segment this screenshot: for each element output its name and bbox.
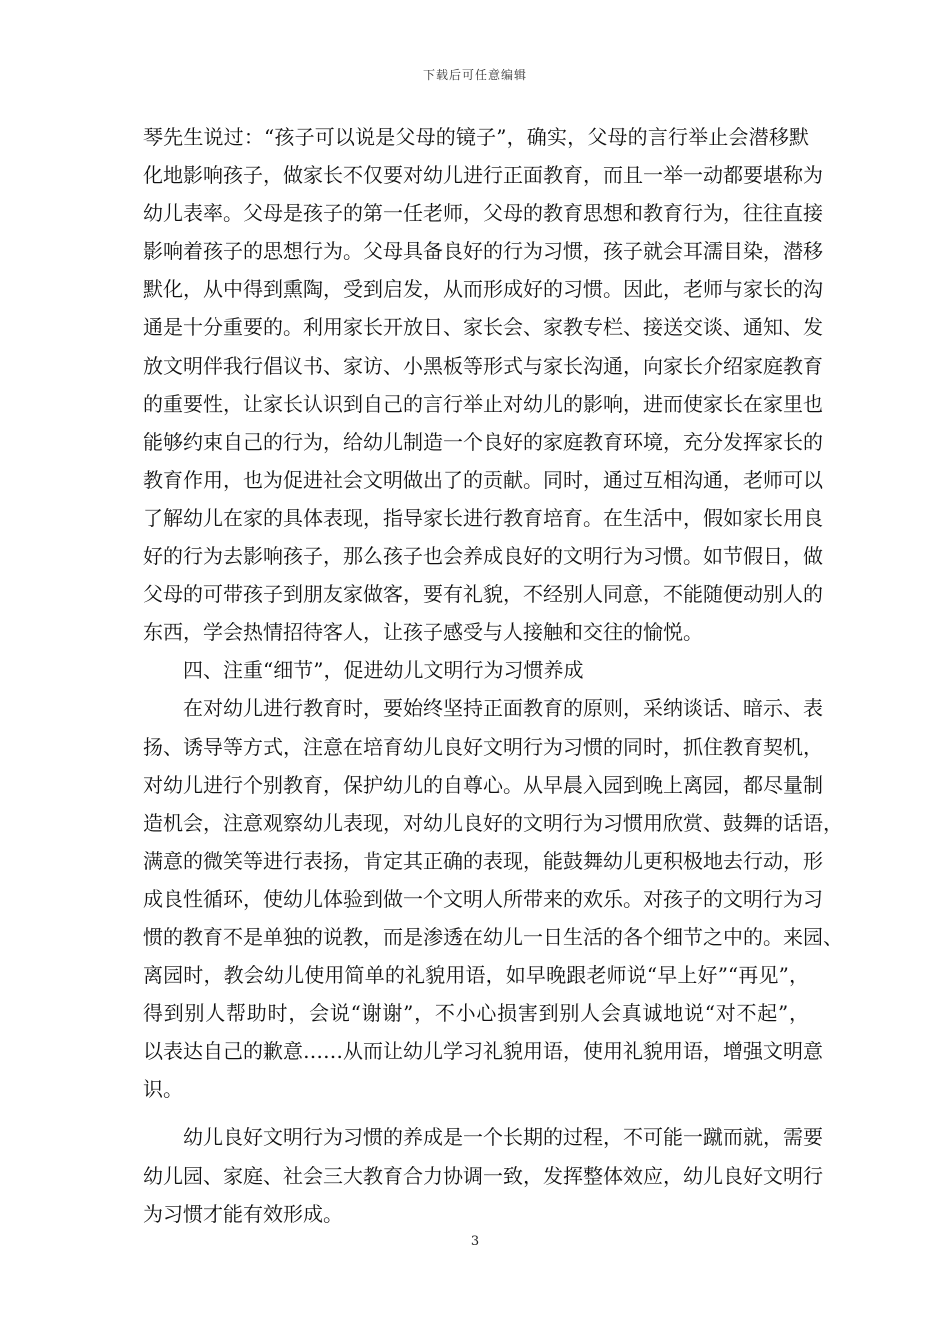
text-line: 教育作用，也为促进社会文明做出了的贡献。同时，通过互相沟通，老师可以 xyxy=(143,467,823,492)
text-line: 放文明伴我行倡议书、家访、小黑板等形式与家长沟通，向家长介绍家庭教育 xyxy=(143,353,823,378)
text-line: 得到别人帮助时，会说“谢谢”，不小心损害到别人会真诚地说“对不起”， xyxy=(143,1001,809,1026)
text-line: 化地影响孩子，做家长不仅要对幼儿进行正面教育，而且一举一动都要堪称为 xyxy=(143,163,823,188)
paragraph-gap xyxy=(143,1108,809,1118)
page-number: 3 xyxy=(470,1234,480,1249)
section-heading: 四、注重“细节”，促进幼儿文明行为习惯养成 xyxy=(143,658,584,683)
text-line: 幼儿良好文明行为习惯的养成是一个长期的过程，不可能一蹴而就，需要 xyxy=(143,1125,823,1150)
text-line: 东西，学会热情招待客人，让孩子感受与人接触和交往的愉悦。 xyxy=(143,620,703,645)
text-line: 能够约束自己的行为，给幼儿制造一个良好的家庭教育环境，充分发挥家长的 xyxy=(143,429,823,454)
text-line: 父母的可带孩子到朋友家做客，要有礼貌，不经别人同意，不能随便动别人的 xyxy=(143,582,823,607)
text-line: 默化，从中得到熏陶，受到启发，从而形成好的习惯。因此，老师与家长的沟 xyxy=(143,277,823,302)
text-line: 对幼儿进行个别教育，保护幼儿的自尊心。从早晨入园到晚上离园，都尽量制 xyxy=(143,772,823,797)
text-line: 为习惯才能有效形成。 xyxy=(143,1201,343,1226)
text-line: 幼儿园、家庭、社会三大教育合力协调一致，发挥整体效应，幼儿良好文明行 xyxy=(143,1163,823,1188)
text-line: 满意的微笑等进行表扬，肯定其正确的表现，能鼓舞幼儿更积极地去行动，形 xyxy=(143,848,823,873)
text-line: 了解幼儿在家的具体表现，指导家长进行教育培育。在生活中，假如家长用良 xyxy=(143,505,823,530)
text-line: 幼儿表率。父母是孩子的第一任老师，父母的教育思想和教育行为，往往直接 xyxy=(143,201,823,226)
text-line: 造机会，注意观察幼儿表现，对幼儿良好的文明行为习惯用欣赏、鼓舞的话语， xyxy=(143,810,843,835)
text-line: 成良性循环，使幼儿体验到做一个文明人所带来的欢乐。对孩子的文明行为习 xyxy=(143,886,823,911)
text-line: 惯的教育不是单独的说教，而是渗透在幼儿一日生活的各个细节之中的。来园、 xyxy=(143,924,843,949)
text-line: 琴先生说过：“孩子可以说是父母的镜子”，确实，父母的言行举止会潜移默 xyxy=(143,125,809,149)
text-line: 离园时，教会幼儿使用简单的礼貌用语，如早晚跟老师说“早上好”“再见”， xyxy=(143,963,809,988)
text-line: 在对幼儿进行教育时，要始终坚持正面教育的原则，采纳谈话、暗示、表 xyxy=(143,696,823,721)
text-line: 的重要性，让家长认识到自己的言行举止对幼儿的影响，进而使家长在家里也 xyxy=(143,391,823,416)
text-line: 通是十分重要的。利用家长开放日、家长会、家教专栏、接送交谈、通知、发 xyxy=(143,315,823,340)
text-line: 影响着孩子的思想行为。父母具备良好的行为习惯，孩子就会耳濡目染，潜移 xyxy=(143,239,823,264)
text-line: 识。 xyxy=(143,1077,183,1102)
body-text xyxy=(143,118,843,1233)
header-note: 下载后可任意编辑 xyxy=(422,68,527,82)
text-line: 扬、诱导等方式，注意在培育幼儿良好文明行为习惯的同时，抓住教育契机， xyxy=(143,734,823,759)
text-line: 好的行为去影响孩子，那么孩子也会养成良好的文明行为习惯。如节假日，做 xyxy=(143,544,823,569)
text-line: 以表达自己的歉意……从而让幼儿学习礼貌用语，使用礼貌用语，增强文明意 xyxy=(143,1039,823,1064)
